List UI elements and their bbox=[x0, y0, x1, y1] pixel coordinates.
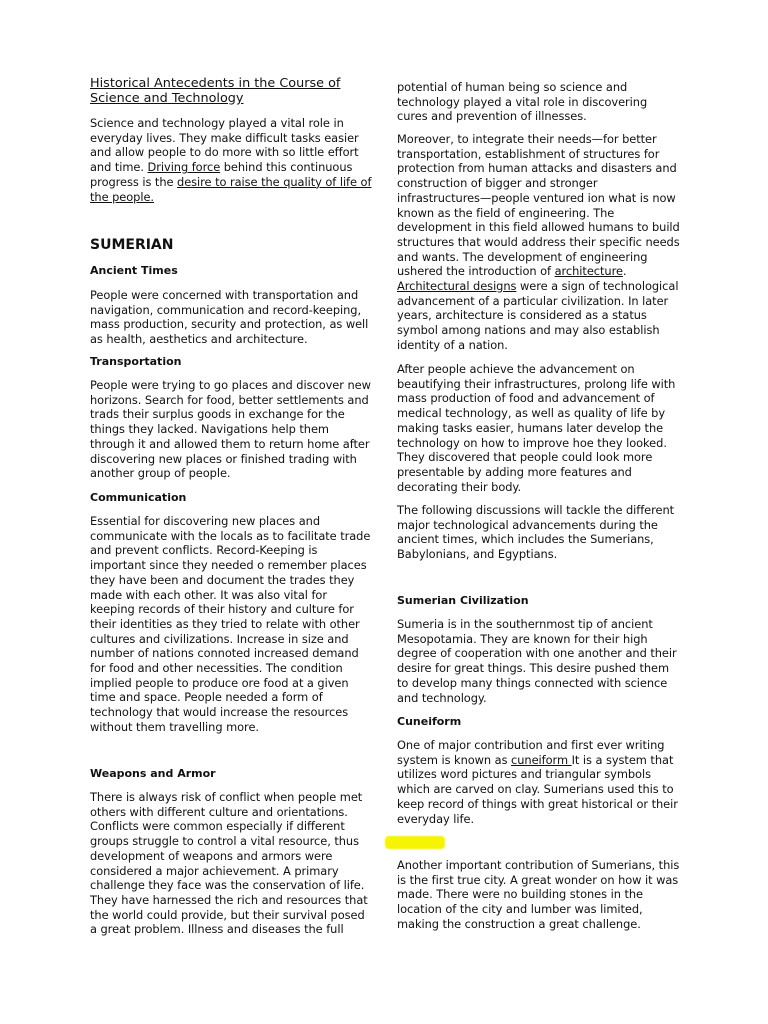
after-paragraph: After people achieve the advancement on beautifying their infrastructures, prolong life with mass production of food and advancement of medical technology, as well as quality of life by making tasks easier, humans later develop the technology on how to improve hoe they looked. They discovered that people could look more presentable by adding more features and decorating their body. bbox=[397, 362, 676, 494]
moreover-text-1: Moreover, to integrate their needs—for better transportation, establishment of structures for protection from human attacks and disasters and construction of bigger and stronger infrastructures—people ventured ion what is now known as the field of engineering. The development in this field allowed humans to build structures that would address their specific needs and wants. The development of engineering ushered the introduction of bbox=[397, 132, 680, 279]
cuneiform-paragraph bbox=[397, 738, 681, 826]
document-title-line-1: Historical Antecedents in the Course of bbox=[90, 76, 341, 91]
cuneiform-heading: Cuneiform bbox=[397, 715, 462, 728]
intro-driving-force: Driving force bbox=[147, 160, 221, 175]
moreover-text-2: . bbox=[622, 264, 627, 279]
sumerian-civilization-heading: Sumerian Civilization bbox=[397, 594, 529, 607]
ancient-times-heading: Ancient Times bbox=[90, 264, 178, 277]
transportation-heading: Transportation bbox=[90, 355, 182, 368]
cuneiform-text-2: It is a system that utilizes word pictures and triangular symbols which are carved on clay. Sumerians used this to keep record of things with great historical or their everyday life. bbox=[397, 752, 678, 826]
moreover-text-3: were a sign of technological advancement of a particular civilization. In later years, architecture is considered as a status symbol among nations and may also establish identity of a nation. bbox=[397, 279, 679, 352]
transportation-paragraph: People were trying to go places and discover new horizons. Search for food, better settlements and trads their surplus goods in exchange for the things they lacked. Navigations help them through it and allowed them to return home after discovering new places or finished trading with another group of people. bbox=[90, 378, 371, 481]
cuneiform-text-1: One of major contribution and first ever writing system is known as bbox=[397, 738, 665, 767]
intro-paragraph bbox=[90, 116, 372, 204]
intro-text-2: behind this continuous progress is the bbox=[90, 160, 353, 189]
weapons-paragraph: There is always risk of conflict when people met others with different culture and orientations. Conflicts were common especially if different groups struggle to control a vital resource, thus development of weapons and armors were considered a major achievement. A primary challenge they face was the conservation of life. They have harnessed the rich and resources that the world could provide, but their survival posed a great problem. Illness and diseases the full bbox=[90, 790, 368, 937]
first-city-paragraph: Another important contribution of Sumerians, this is the first true city. A great wonder on how it was made. There were no building stones in the location of the city and lumber was limited, making the construction a great challenge. bbox=[397, 858, 680, 931]
document-title-line-2: Science and Technology bbox=[90, 91, 244, 106]
communication-paragraph: Essential for discovering new places and communicate with the locals as to facilitate trade and prevent conflicts. Record-Keeping is important since they needed o remember places they have been and document the trades they made with each other. It was also vital for keeping records of their history and culture for their identities as they tried to relate with other cultures and civilizations. Increase in size and number of nations connoted increased demand for food and other necessities. The condition implied people to produce ore food at a given time and space. People needed a form of technology that would increase the resources without them travelling more. bbox=[90, 514, 371, 734]
communication-heading: Communication bbox=[90, 491, 187, 504]
weapons-heading: Weapons and Armor bbox=[90, 767, 216, 780]
continuation-paragraph: potential of human being so science and technology played a vital role in discovering cures and prevention of illnesses. bbox=[397, 80, 648, 124]
architectural-designs-link: Architectural designs bbox=[397, 279, 517, 294]
following-paragraph: The following discussions will tackle the different major technological advancements during the ancient times, which includes the Sumerians, Babylonians, and Egyptians. bbox=[397, 503, 675, 562]
yellow-highlight-mark bbox=[385, 836, 445, 849]
intro-text-1: Science and technology played a vital role in everyday lives. They make difficult tasks easier and allow people to do more with so little effort and time. bbox=[90, 116, 359, 175]
intro-quality-of-life: desire to raise the quality of life of the people. bbox=[90, 174, 372, 204]
cuneiform-link: cuneiform bbox=[511, 752, 572, 767]
sumerian-heading: SUMERIAN bbox=[90, 237, 174, 253]
moreover-paragraph bbox=[397, 132, 681, 353]
sumerian-civilization-paragraph: Sumeria is in the southernmost tip of ancient Mesopotamia. They are known for their high degree of cooperation with one another and their desire for great things. This desire pushed them to develop many things connected with science and technology. bbox=[397, 617, 677, 705]
architecture-link: architecture bbox=[554, 264, 623, 279]
ancient-times-paragraph: People were concerned with transportation and navigation, communication and record-keeping, mass production, security and protection, as well as health, aesthetics and architecture. bbox=[90, 288, 369, 347]
